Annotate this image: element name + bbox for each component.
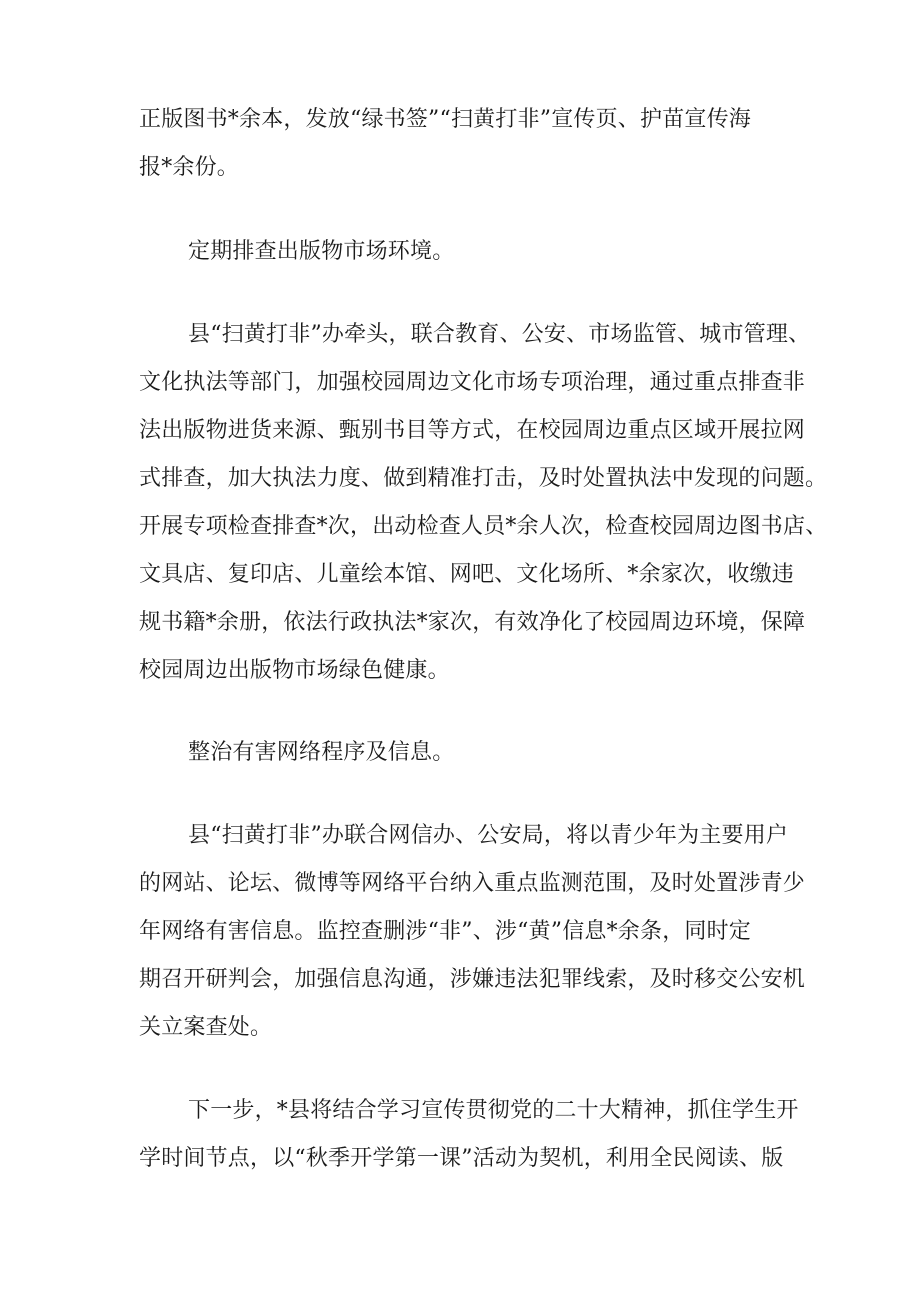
paragraph-5-line-2: 的网站、论坛、微博等网络平台纳入重点监测范围，及时处置涉青少 (139, 871, 806, 896)
paragraph-6-line-2: 学时间节点，以“秋季开学第一课”活动为契机，利用全民阅读、版 (139, 1146, 784, 1171)
paragraph-3-line-1: 县“扫黄打非”办牵头，联合教育、公安、市场监管、城市管理、 (188, 322, 811, 347)
paragraph-3-line-3: 法出版物进货来源、甄别书目等方式，在校园周边重点区域开展拉网 (139, 418, 806, 443)
paragraph-3-line-2: 文化执法等部门，加强校园周边文化市场专项治理，通过重点排查非 (139, 370, 806, 395)
paragraph-3-line-8: 校园周边出版物市场绿色健康。 (139, 658, 450, 683)
paragraph-6-line-1: 下一步，*县将结合学习宣传贯彻党的二十大精神，抓住学生开 (188, 1098, 799, 1123)
paragraph-5-line-3: 年网络有害信息。监控查删涉“非”、涉“黄”信息*余条，同时定 (139, 919, 751, 944)
paragraph-2-line-1: 定期排查出版物市场环境。 (188, 239, 455, 264)
paragraph-5-line-5: 关立案查处。 (139, 1015, 273, 1040)
paragraph-3-line-6: 文具店、复印店、儿童绘本馆、网吧、文化场所、*余家次，收缴违 (139, 562, 795, 587)
paragraph-3-line-7: 规书籍*余册，依法行政执法*家次，有效净化了校园周边环境，保障 (139, 610, 806, 635)
paragraph-3-line-4: 式排查，加大执法力度、做到精准打击，及时处置执法中发现的问题。 (139, 466, 828, 491)
paragraph-5-line-1: 县“扫黄打非”办联合网信办、公安局，将以青少年为主要用户 (188, 823, 789, 848)
paragraph-5-line-4: 期召开研判会，加强信息沟通，涉嫌违法犯罪线索，及时移交公安机 (139, 967, 806, 992)
paragraph-1-line-1: 正版图书*余本，发放“绿书签”“扫黄打非”宣传页、护苗宣传海 (139, 107, 751, 132)
paragraph-4-line-1: 整治有害网络程序及信息。 (188, 740, 455, 765)
paragraph-3-line-5: 开展专项检查排查*次，出动检查人员*余人次，检查校园周边图书店、 (139, 514, 828, 539)
paragraph-1-line-2: 报*余份。 (139, 155, 240, 180)
